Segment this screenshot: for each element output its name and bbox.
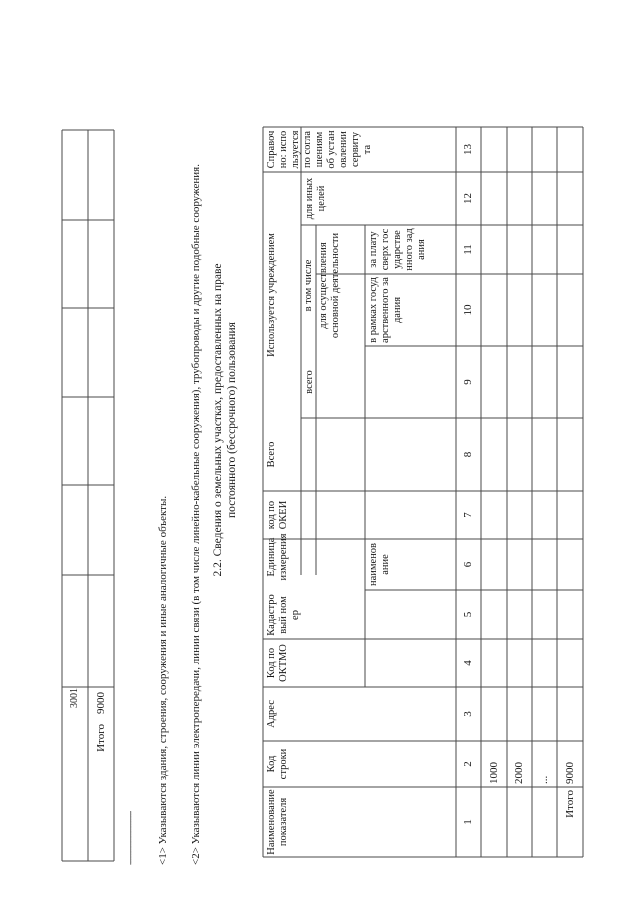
total-row-label: Итого bbox=[563, 790, 576, 818]
col-number-5: 5 bbox=[462, 611, 475, 618]
col-number-10: 10 bbox=[462, 304, 475, 316]
col-number-3: 3 bbox=[462, 711, 475, 717]
section-title: 2.2. Сведения о земельных участках, предоставленных на праве постоянного (бессрочного) пользования bbox=[212, 263, 238, 577]
header-row-code: Код строки bbox=[266, 748, 289, 780]
table-row-indicator bbox=[507, 787, 532, 857]
header-unit-name: наименование bbox=[368, 542, 391, 587]
header-main-activity: для осуществления основной деятельности bbox=[318, 232, 341, 339]
header-total: Всего bbox=[266, 441, 277, 468]
header-unit-okei: код по ОКЕИ bbox=[266, 500, 289, 530]
header-other: для иных целей bbox=[304, 177, 327, 220]
table-row-code: 2000 bbox=[513, 762, 526, 784]
header-used: Используется учреждением bbox=[266, 233, 277, 357]
header-indicator: Наименование показателя bbox=[266, 789, 289, 855]
table-row-code: 1000 bbox=[487, 762, 500, 784]
col-number-4: 4 bbox=[462, 660, 475, 666]
top-table-total-code: 9000 bbox=[94, 692, 107, 714]
col-number-7: 7 bbox=[462, 512, 475, 518]
footnote-separator: -------------------------------- bbox=[126, 811, 135, 865]
header-cadastral: Кадастровый номер bbox=[266, 594, 301, 636]
footnote-1: <1> Указываются здания, строения, сооружения и иные аналогичные объекты. bbox=[157, 495, 169, 865]
col-number-6: 6 bbox=[462, 561, 475, 568]
footnote-2: <2> Указываются линии электропередачи, линии связи (в том числе линейно-кабельные сооружения), трубопроводы и другие подобные сооружения. bbox=[190, 164, 202, 865]
header-unit: Единица измерения bbox=[266, 533, 289, 581]
table-row-indicator bbox=[481, 787, 507, 857]
col-number-11: 11 bbox=[462, 244, 475, 255]
col-number-1: 1 bbox=[462, 819, 475, 825]
col-number-13: 13 bbox=[462, 144, 475, 155]
header-oktmo: Код по ОКТМО bbox=[266, 644, 289, 682]
table-row-indicator bbox=[532, 787, 557, 857]
col-number-2: 2 bbox=[462, 761, 475, 767]
top-table-row-code: 3001 bbox=[68, 688, 80, 708]
table-row-code: ... bbox=[538, 775, 551, 784]
header-servitude: Справочно: используется по соглашениям об установлении сервитута bbox=[266, 130, 373, 169]
header-above-task: за плату сверх государственного задания bbox=[368, 228, 427, 271]
col-number-12: 12 bbox=[462, 193, 475, 204]
header-within-task: в рамках государственного задания bbox=[368, 277, 403, 343]
header-including: в том числе bbox=[302, 259, 314, 312]
header-address: Адрес bbox=[266, 700, 277, 728]
col-number-9: 9 bbox=[462, 379, 475, 385]
top-table-total-label: Итого bbox=[94, 724, 107, 752]
col-number-8: 8 bbox=[462, 451, 475, 458]
total-row-code: 9000 bbox=[563, 762, 576, 784]
header-used-total: всего bbox=[304, 370, 315, 394]
